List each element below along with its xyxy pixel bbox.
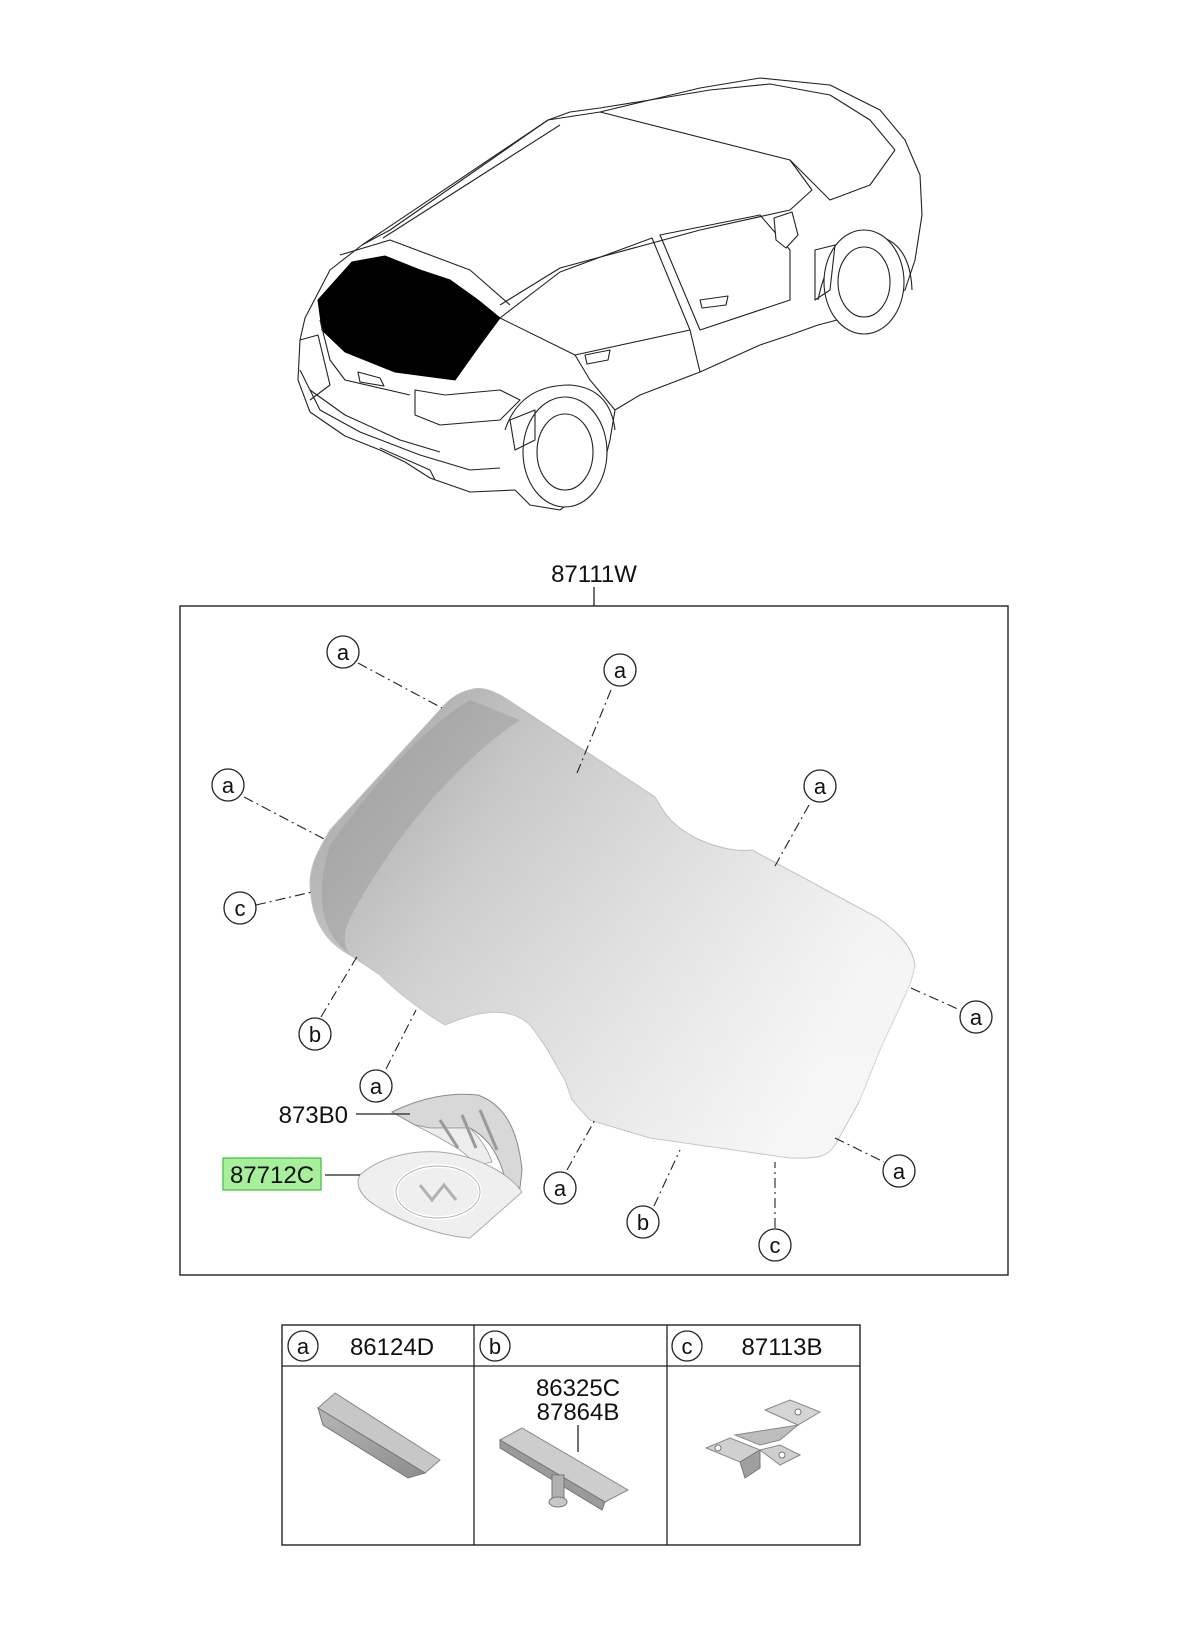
callout-b-2 [627, 1206, 659, 1238]
callout-letter: c [769, 1233, 781, 1258]
callout-c-2 [759, 1229, 791, 1261]
legend-a-part: 86124D [349, 1334, 435, 1361]
callout-a-2 [604, 654, 636, 686]
callout-a-8 [544, 1172, 576, 1204]
emblem-label[interactable]: 87712C [229, 1162, 315, 1189]
emblem-drawing [358, 1152, 522, 1238]
callout-a-5 [960, 1001, 992, 1033]
legend-a-header [288, 1331, 434, 1361]
callout-letter: a [969, 1005, 983, 1030]
callout-letter: a [892, 1159, 906, 1184]
legend-b-part-1: 86325C [535, 1375, 621, 1402]
legend-a-part-drawing [318, 1393, 440, 1478]
legend-a-letter: a [296, 1334, 310, 1359]
legend-table [282, 1325, 860, 1545]
legend-c-header [672, 1331, 822, 1361]
callout-letter: a [369, 1074, 383, 1099]
callout-a-6 [360, 1070, 392, 1102]
legend-c-part-drawing [706, 1400, 820, 1478]
callout-letter: a [221, 773, 235, 798]
emblem-label-highlight[interactable] [223, 1158, 321, 1190]
main-part-label: 87111W [551, 561, 637, 588]
legend-c-part: 87113B [741, 1334, 823, 1361]
callout-a-3 [212, 769, 244, 801]
callout-a-7 [883, 1155, 915, 1187]
legend-b-part-2: 87864B [536, 1399, 620, 1426]
callout-a-1 [327, 636, 359, 668]
callout-letter: b [308, 1022, 322, 1047]
vehicle-illustration [298, 78, 922, 510]
callout-letter: a [613, 658, 627, 683]
callout-c-1 [224, 892, 256, 924]
callout-letter: a [336, 640, 350, 665]
emblem-bracket-label: 873B0 [278, 1102, 348, 1129]
callout-letter: c [234, 896, 246, 921]
callout-letter: a [813, 774, 827, 799]
callout-a-4 [804, 770, 836, 802]
legend-b-letter: b [488, 1334, 502, 1359]
rear-glass-shape [310, 688, 915, 1158]
legend-c-letter: c [681, 1334, 693, 1359]
callout-letter: a [553, 1176, 567, 1201]
callout-letter: b [636, 1210, 650, 1235]
legend-b-header [480, 1331, 510, 1361]
callout-b-1 [299, 1018, 331, 1050]
legend-b-part-drawing [500, 1428, 628, 1510]
